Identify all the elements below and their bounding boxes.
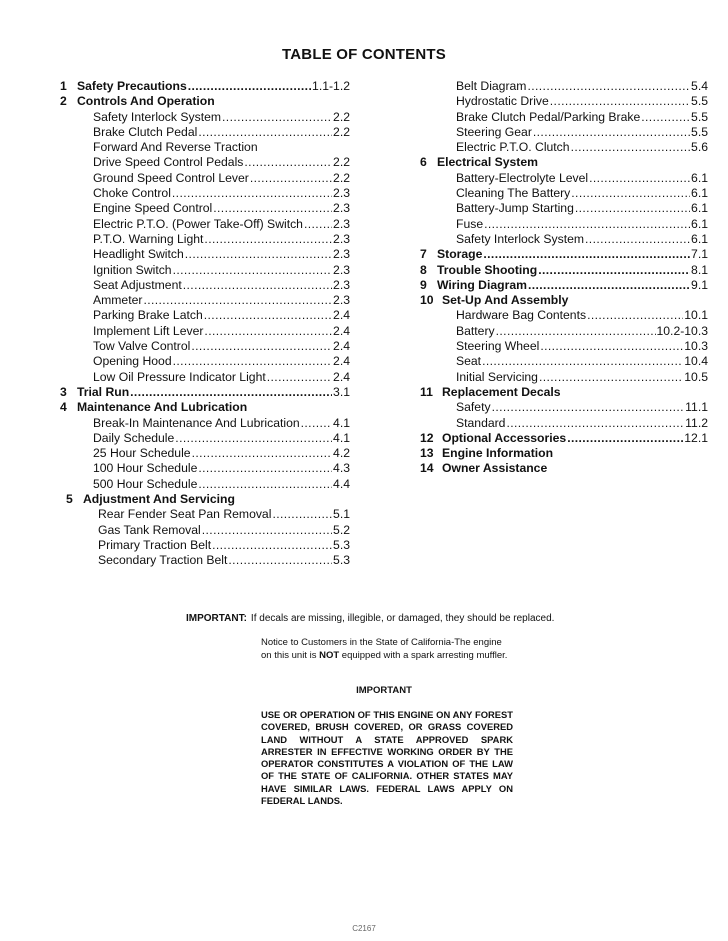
toc-leader-dots [506,416,684,431]
toc-entry-label: Belt Diagram [456,79,527,93]
toc-page-number: 5.1 [333,507,350,522]
toc-subsection-entry [60,324,350,339]
toc-section-entry [420,431,708,446]
toc-entry-label: Headlight Switch [93,247,184,262]
notice-emphasis: NOT [319,649,340,661]
toc-leader-dots [272,507,332,522]
toc-subsection-entry [60,431,350,446]
toc-leader-dots [538,263,690,278]
toc-entry-label: Daily Schedule [93,430,175,445]
toc-entry-label: Steering Gear [456,124,532,139]
california-notice [261,637,511,662]
toc-page-number: 9.1 [691,277,708,292]
toc-subsection-entry [420,370,708,385]
toc-page-number: 2.2 [333,124,350,139]
toc-section-entry [420,155,708,170]
toc-entry-label: Tow Valve Control [93,339,191,354]
toc-subsection-entry [420,339,708,354]
toc-right-column [420,79,708,477]
toc-entry-label: Battery-Jump Starting [456,201,574,216]
toc-leader-dots [244,155,332,170]
toc-leader-dots [482,354,683,369]
toc-entry-label: Battery [456,323,495,338]
toc-page-number: 5.5 [691,124,708,139]
toc-leader-dots [143,293,332,308]
toc-entry-label: Break-In Maintenance And Lubrication [93,415,300,430]
toc-section-entry [60,94,350,109]
toc-page-number: 5.3 [333,553,350,568]
toc-entry-label: P.T.O. Warning Light [93,231,204,246]
toc-leader-dots [222,110,332,125]
toc-entry-label: Ground Speed Control Lever [93,170,249,185]
toc-entry-label: Hardware Bag Contents [456,308,587,323]
toc-subsection-entry [420,171,708,186]
toc-entry-label: Engine Information [442,446,554,461]
toc-leader-dots [587,308,683,323]
toc-page-number: 6.1 [691,186,708,201]
toc-leader-dots [304,217,332,232]
toc-page-number: 10.3 [684,339,708,354]
toc-page-number: 2.4 [333,354,350,369]
page-title: TABLE OF CONTENTS [282,46,446,63]
toc-section-number: 6 [420,155,427,170]
toc-entry-label: Engine Speed Control [93,201,213,216]
toc-leader-dots [267,370,332,385]
toc-page-number: 4.1 [333,430,350,445]
toc-page-number: 10.1 [684,308,708,323]
toc-subsection-entry [60,140,350,155]
toc-page-number: 2.4 [333,308,350,323]
toc-section-number: 10 [420,293,434,308]
toc-entry-label: Primary Traction Belt [98,537,212,552]
toc-subsection-entry [60,477,350,492]
toc-section-number: 11 [420,384,433,399]
toc-leader-dots [185,247,332,262]
toc-entry-label: Fuse [456,216,484,231]
toc-subsection-entry [60,446,350,461]
toc-section-entry [420,247,708,262]
toc-section-entry [60,385,350,400]
toc-subsection-entry [60,186,350,201]
toc-page-number: 2.4 [333,323,350,338]
toc-subsection-entry [420,324,708,339]
toc-entry-label: Standard [456,415,506,430]
toc-page-number: 4.3 [333,461,350,476]
toc-page-number: 11.2 [685,415,708,430]
toc-entry-label: 25 Hour Schedule [93,446,191,461]
toc-page-number: 5.5 [691,94,708,109]
toc-entry-label: Secondary Traction Belt [98,553,228,568]
toc-section-number: 14 [420,461,434,476]
toc-leader-dots [228,553,332,568]
toc-leader-dots [213,201,332,216]
notice-text-before: Notice to Customers in the State of California-The engine on this unit is [261,637,502,661]
toc-leader-dots [188,79,311,94]
toc-section-number: 8 [420,262,427,277]
toc-subsection-entry [420,232,708,247]
toc-leader-dots [492,400,685,415]
toc-page-number: 2.3 [333,216,350,231]
toc-page-number: 2.3 [333,262,350,277]
toc-page-number: 4.1 [333,415,350,430]
toc-leader-dots [571,186,690,201]
toc-page-number: 6.1 [691,170,708,185]
toc-entry-label: 100 Hour Schedule [93,461,198,476]
toc-entry-label: Cleaning The Battery [456,186,571,201]
toc-leader-dots [585,232,690,247]
toc-subsection-entry [420,79,708,94]
toc-page-number: 3.1 [333,384,350,399]
toc-leader-dots [198,477,332,492]
toc-leader-dots [496,324,656,339]
toc-entry-label: Adjustment And Servicing [83,492,235,507]
toc-leader-dots [212,538,332,553]
toc-subsection-entry [60,110,350,125]
toc-subsection-entry [60,308,350,323]
toc-page-number: 6.1 [691,201,708,216]
toc-entry-label: Safety Precautions [77,79,187,93]
toc-page-number: 6.1 [691,231,708,246]
toc-page-number: 2.4 [333,339,350,354]
toc-subsection-entry [60,247,350,262]
toc-leader-dots [550,94,690,109]
toc-section-number: 13 [420,446,434,461]
toc-entry-label: Trial Run [77,384,130,399]
toc-entry-label: Rear Fender Seat Pan Removal [98,507,272,522]
toc-entry-label: Seat Adjustment [93,277,182,292]
toc-page-number: 11.1 [685,400,708,415]
footer-code: C2167 [352,924,376,933]
toc-subsection-entry [60,263,350,278]
toc-subsection-entry [420,354,708,369]
toc-entry-label: Electrical System [437,155,538,170]
toc-page-number: 2.3 [333,201,350,216]
toc-leader-dots [130,385,332,400]
toc-entry-label: Safety Interlock System [456,231,585,246]
toc-subsection-entry [420,110,708,125]
toc-section-number: 3 [60,384,67,399]
toc-section-entry [420,446,708,461]
toc-section-number: 5 [66,492,73,507]
toc-section-entry [420,461,708,476]
toc-page-number: 2.3 [333,277,350,292]
toc-entry-label: Wiring Diagram [437,277,527,292]
important-heading: IMPORTANT [356,685,412,696]
important-label: IMPORTANT: [186,613,247,624]
toc-page-number: 2.3 [333,231,350,246]
toc-leader-dots [540,339,683,354]
toc-entry-label: Initial Servicing [456,369,538,384]
toc-leader-dots [175,431,332,446]
toc-subsection-entry [60,416,350,431]
toc-leader-dots [183,278,332,293]
toc-entry-label: Storage [437,247,483,262]
toc-page-number: 6.1 [691,216,708,231]
toc-section-number: 1 [60,79,67,93]
toc-leader-dots [527,79,690,94]
toc-leader-dots [204,308,332,323]
toc-entry-label: Steering Wheel [456,339,540,354]
toc-entry-label: Low Oil Pressure Indicator Light [93,369,266,384]
toc-entry-label: Parking Brake Latch [93,308,203,323]
toc-entry-label: Seat [456,354,482,369]
toc-page-number: 10.2-10.3 [656,323,708,338]
toc-subsection-entry [60,171,350,186]
toc-page-number: 2.3 [333,186,350,201]
toc-entry-label: Drive Speed Control Pedals [93,155,244,170]
toc-subsection-entry [98,523,350,538]
toc-leader-dots [204,324,332,339]
toc-entry-label: Trouble Shooting [437,262,538,277]
toc-page-number: 10.4 [684,354,708,369]
toc-entry-label: Optional Accessories [442,430,567,445]
toc-subsection-entry [60,125,350,140]
toc-entry-label: Maintenance And Lubrication [77,400,248,415]
toc-leader-dots [191,339,332,354]
toc-leader-dots [483,247,690,262]
toc-page-number: 2.3 [333,293,350,308]
toc-leader-dots [641,110,690,125]
toc-page-number: 12.1 [684,430,708,445]
toc-leader-dots [198,461,332,476]
toc-page-number: 1.1-1.2 [312,79,350,93]
toc-entry-label: Safety Interlock System [93,109,222,124]
toc-leader-dots [250,171,332,186]
toc-entry-label: Electric P.T.O. Clutch [456,140,570,155]
toc-section-entry [60,79,350,94]
toc-section-entry [420,385,708,400]
toc-entry-label: Implement Lift Lever [93,323,204,338]
toc-entry-label: 500 Hour Schedule [93,476,198,491]
toc-page-number: 10.5 [684,369,708,384]
toc-page-number: 4.2 [333,446,350,461]
toc-subsection-entry [98,507,350,522]
toc-leader-dots [539,370,683,385]
toc-subsection-entry [420,217,708,232]
toc-subsection-entry [420,308,708,323]
toc-leader-dots [198,125,332,140]
toc-section-number: 12 [420,430,434,445]
toc-entry-label: Forward And Reverse Traction [93,140,258,155]
important-note-text: If decals are missing, illegible, or damaged, they should be replaced. [250,613,555,624]
toc-page-number: 2.2 [333,155,350,170]
toc-page-number: 5.3 [333,537,350,552]
toc-subsection-entry [60,354,350,369]
toc-leader-dots [589,171,690,186]
toc-section-entry [66,492,350,507]
toc-page-number: 5.2 [333,522,350,537]
toc-subsection-entry [60,155,350,170]
toc-subsection-entry [420,140,708,155]
toc-page-number: 2.2 [333,170,350,185]
toc-leader-dots [484,217,690,232]
toc-section-number: 7 [420,247,427,262]
toc-entry-label: Safety [456,400,491,415]
toc-section-entry [60,400,350,415]
toc-leader-dots [301,416,332,431]
notice-text-after: equipped with a spark arresting muffler. [339,649,508,661]
toc-entry-label: Brake Clutch Pedal [93,124,198,139]
toc-subsection-entry [98,553,350,568]
toc-leader-dots [571,140,690,155]
toc-page-number: 8.1 [691,262,708,277]
toc-page-number: 2.4 [333,369,350,384]
toc-subsection-entry [60,461,350,476]
toc-section-entry [420,263,708,278]
toc-leader-dots [202,523,332,538]
toc-page-number: 2.3 [333,247,350,262]
toc-page-number: 4.4 [333,476,350,491]
toc-entry-label: Brake Clutch Pedal/Parking Brake [456,109,641,124]
toc-leader-dots [173,354,332,369]
toc-page-number: 5.5 [691,109,708,124]
toc-section-number: 4 [60,400,67,415]
toc-subsection-entry [420,186,708,201]
toc-subsection-entry [60,232,350,247]
toc-subsection-entry [60,217,350,232]
toc-subsection-entry [420,416,708,431]
toc-page-number: 7.1 [691,247,708,262]
toc-leader-dots [575,201,690,216]
toc-leader-dots [192,446,332,461]
toc-subsection-entry [420,400,708,415]
toc-leader-dots [204,232,332,247]
toc-subsection-entry [420,125,708,140]
toc-entry-label: Hydrostatic Drive [456,94,549,109]
important-decal-note [186,613,554,624]
toc-entry-label: Controls And Operation [77,94,215,109]
toc-entry-label: Ignition Switch [93,262,172,277]
toc-entry-label: Replacement Decals [442,384,561,399]
toc-entry-label: Ammeter [93,293,143,308]
toc-entry-label: Owner Assistance [442,461,548,476]
toc-entry-label: Electric P.T.O. (Power Take-Off) Switch [93,216,303,231]
toc-subsection-entry [60,201,350,216]
spark-arrester-warning: USE OR OPERATION OF THIS ENGINE ON ANY FOREST COVERED, BRUSH COVERED, OR GRASS COVERED LAND WITHOUT A STATE APPROVED SPARK ARRESTER IN EFFECTIVE WORKING ORDER BY THE OPERATOR CONSTITUTES A VIOLATION OF THE LAW OF THE STATE OF CALIFORNIA. OTHER STATES MAY HAVE SIMILAR LAWS. FEDERAL LAWS APPLY ON FEDERAL LANDS. [261,709,513,807]
toc-entry-label: Battery-Electrolyte Level [456,170,589,185]
toc-entry-label: Set-Up And Assembly [442,293,569,308]
toc-section-number: 9 [420,277,427,292]
toc-section-number: 2 [60,94,67,109]
toc-leader-dots [528,278,690,293]
toc-subsection-entry [420,94,708,109]
toc-entry-label: Choke Control [93,186,171,201]
toc-subsection-entry [60,370,350,385]
toc-leader-dots [172,186,332,201]
toc-subsection-entry [420,201,708,216]
toc-leader-dots [533,125,690,140]
toc-page-number: 5.6 [691,140,708,155]
toc-page-number: 5.4 [691,79,708,93]
toc-section-entry [420,278,708,293]
toc-entry-label: Gas Tank Removal [98,522,201,537]
toc-subsection-entry [60,278,350,293]
toc-entry-label: Opening Hood [93,354,172,369]
toc-subsection-entry [60,293,350,308]
toc-leader-dots [567,431,683,446]
toc-subsection-entry [98,538,350,553]
toc-left-column [60,79,350,569]
toc-section-entry [420,293,708,308]
toc-page-number: 2.2 [333,109,350,124]
toc-leader-dots [173,263,332,278]
toc-subsection-entry [60,339,350,354]
